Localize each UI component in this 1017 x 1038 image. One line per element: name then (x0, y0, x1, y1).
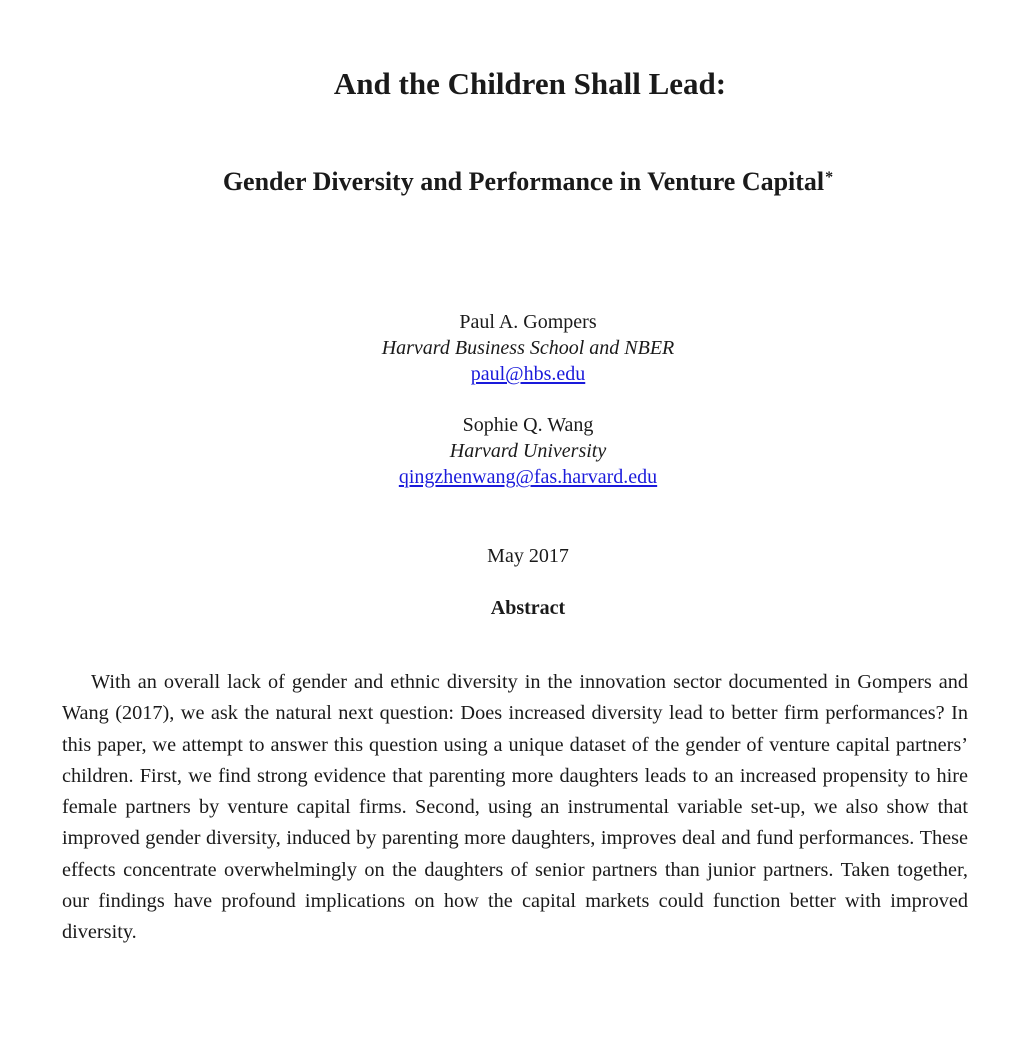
author-affiliation: Harvard University (449, 440, 607, 462)
publication-date: May 2017 (487, 545, 569, 567)
paper-subtitle (0, 164, 1017, 200)
paper-subtitle-text: Gender Diversity and Performance in Venture Capital (222, 167, 825, 196)
author-name: Sophie Q. Wang (462, 414, 594, 436)
paper-title: And the Children Shall Lead: (333, 66, 727, 101)
author-name: Paul A. Gompers (459, 311, 597, 333)
abstract-body: With an overall lack of gender and ethnic diversity in the innovation sector documented in Gompers and Wang (2017), we ask the natural next question: Does increased diversity lead to better firm performances? In this paper, we attempt to answer this question using a unique dataset of the gender of venture capital partners’ children. First, we find strong evidence that parenting more daughters leads to an increased propensity to hire female partners by venture capital firms. Second, using an instrumental variable set-up, we also show that improved gender diversity, induced by parenting more daughters, improves deal and fund performances. These effects concentrate overwhelmingly on the daughters of senior partners than junior partners. Taken together, our findings have profound implications on how the capital markets could function better with improved diversity. (62, 671, 968, 944)
footnote-mark[interactable]: * (825, 169, 834, 186)
author-affiliation: Harvard Business School and NBER (381, 337, 675, 359)
author-email-link[interactable]: qingzhenwang@fas.harvard.edu (398, 466, 658, 488)
author-email-link[interactable]: paul@hbs.edu (470, 363, 586, 385)
abstract-heading: Abstract (490, 597, 566, 619)
author-block-1 (0, 309, 1017, 387)
author-block-2 (0, 412, 1017, 490)
